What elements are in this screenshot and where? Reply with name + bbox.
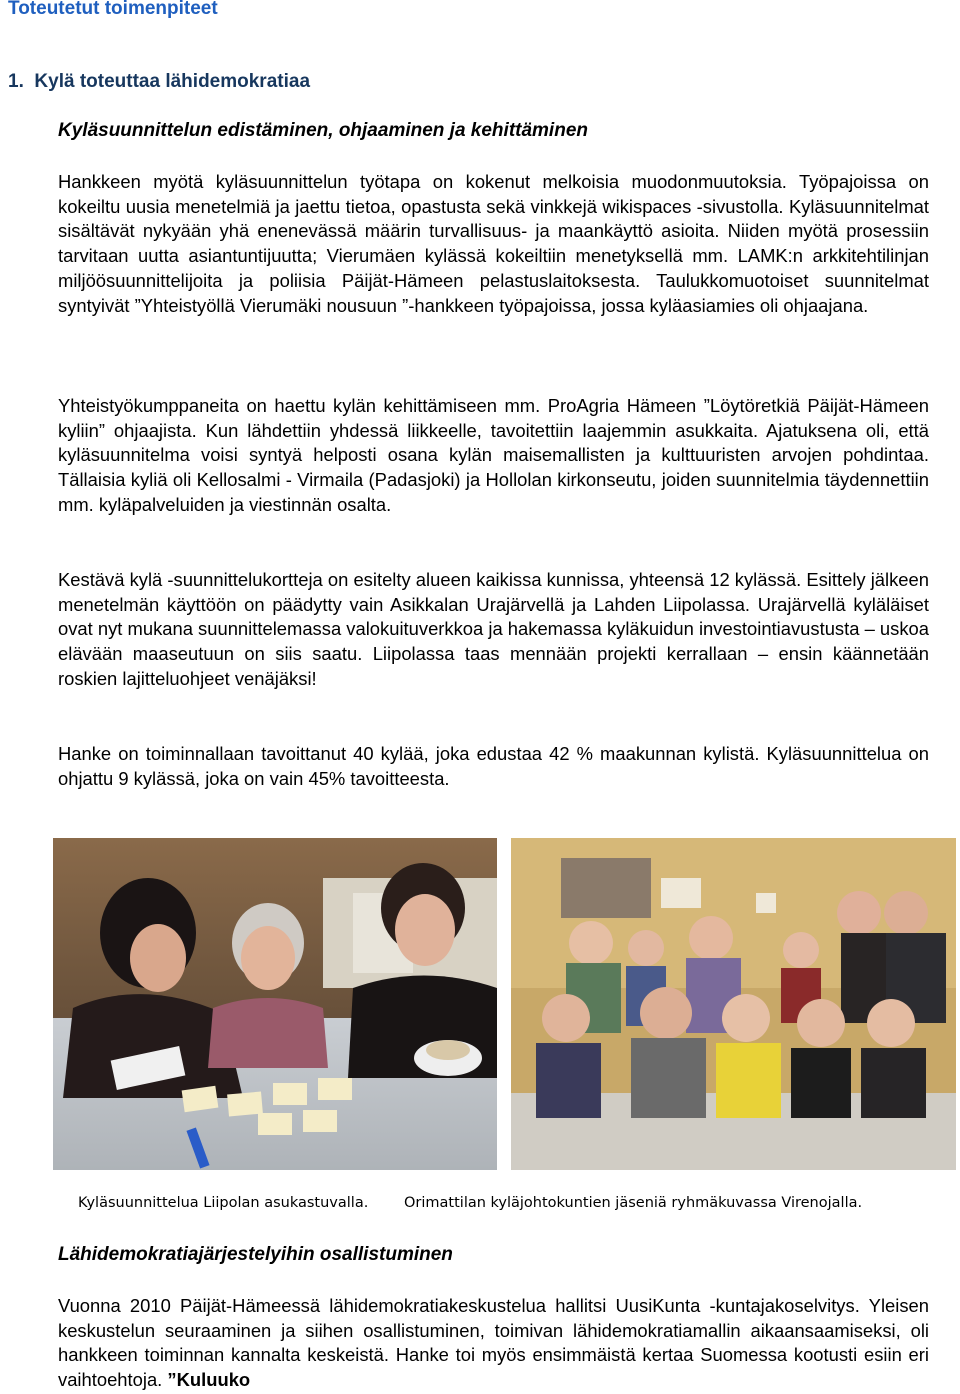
paragraph-1: Hankkeen myötä kyläsuunnittelun työtapa on kokenut melkoisia muodonmuutoksia. Työpajoissa on kokeiltu uusia menetelmiä ja jaettu tietoa, opastusta sekä vinkkejä wikispaces -sivustolla. Kyläsuunnitelmat sisältävät nykyään yhä enenevässä määrin turvallisuus- ja maankäyttö asioita. Niiden myötä prosessiin tarvitaan uutta asiantuntijuutta; Vierumäen kylässä kokeiltiin menetyksellä mm. LAMK:n arkkitehtilinjan miljöösuunnittelijoita ja poliisia Päijät-Hämeen pelastuslaitoksesta. Taulukkomuotoiset suunnitelmat syntyivät ”Yhteistyöllä Vierumäki nousuun ”-hankkeen työpajoissa, jossa kyläasiamies oli ohjaajana. — [58, 171, 929, 316]
section-title: Kylä toteuttaa lähidemokratiaa — [34, 71, 311, 92]
paragraph-final — [58, 1294, 929, 1393]
paragraph-4: Hanke on toiminnallaan tavoittanut 40 kylää, joka edustaa 42 % maakunnan kylistä. Kyläsuunnittelua on ohjattu 9 kylässä, joka on vain 45% tavoitteesta. — [58, 743, 929, 789]
paragraph-3: Kestävä kylä -suunnittelukortteja on esitelty alueen kaikissa kunnissa, yhteensä 12 kylässä. Esittely jälkeen menetelmän käyttöön on päädytty vain Asikkalan Urajärvellä ja Lahden Liipolassa. Urajärvellä kyläläiset ovat nyt mukana suunnittelemassa valokuituverkkoa ja hakemassa kyläkuidun investointiavustusta – uskoa elävään maaseutuun on siis saatu. Liipolassa taas mennään projekti kerrallaan – ensin käännetään roskien lajitteluohjeet venäjäksi! — [58, 569, 929, 689]
subheading-kylasuunnittelu: Kyläsuunnittelun edistäminen, ohjaaminen ja kehittäminen — [58, 120, 588, 141]
paragraph-final-bold: ”Kuluuko — [167, 1369, 251, 1391]
photo-workshop-icon — [53, 838, 497, 1170]
paragraph-2: Yhteistyökumppaneita on haettu kylän kehittämiseen mm. ProAgria Hämeen ”Löytöretkiä Päijät-Hämeen kyliin” ohjaajista. Kun lähdettiin yhdessä liikkeelle, tavoitettiin laajemmin asukkaita. Ajatuksena oli, että kyläsuunnitelma voisi syntyä helposti osana kylän maisemallisten ja kulttuuristen arvojen pohdintaa. Tällaisia kyliä oli Kellosalmi - Virmaila (Padasjoki) ja Hollolan kirkonseutu, joiden suunnitelmia täydennettiin mm. kyläpalveluiden ja viestinnän osalta. — [58, 395, 929, 515]
page-title: Toteutetut toimenpiteet — [8, 0, 218, 19]
photo-group-icon — [511, 838, 956, 1170]
section-number: 1. — [8, 71, 24, 92]
paragraph-final-text: Vuonna 2010 Päijät-Hämeessä lähidemokratiakeskustelua hallitsi UusiKunta -kuntajakoselvitys. Yleisen keskustelun seuraaminen ja siihen osallistuminen, toimivan lähidemokratiamallin aikaansaamiseksi, oli hankkeen toiminnan kannalta keskeistä. Hanke toi myös ensimmäistä kertaa Suomessa kootusti esiin eri vaihtoehtoja. — [58, 1295, 929, 1391]
caption-workshop: Kyläsuunnittelua Liipolan asukastuvalla. — [78, 1195, 369, 1211]
caption-group: Orimattilan kyläjohtokuntien jäseniä ryhmäkuvassa Virenojalla. — [404, 1195, 863, 1211]
section-heading — [8, 71, 310, 93]
workshop-photo — [53, 838, 497, 1170]
group-photo — [511, 838, 956, 1170]
subheading-lahidemokratia: Lähidemokratiajärjestelyihin osallistuminen — [58, 1244, 453, 1265]
